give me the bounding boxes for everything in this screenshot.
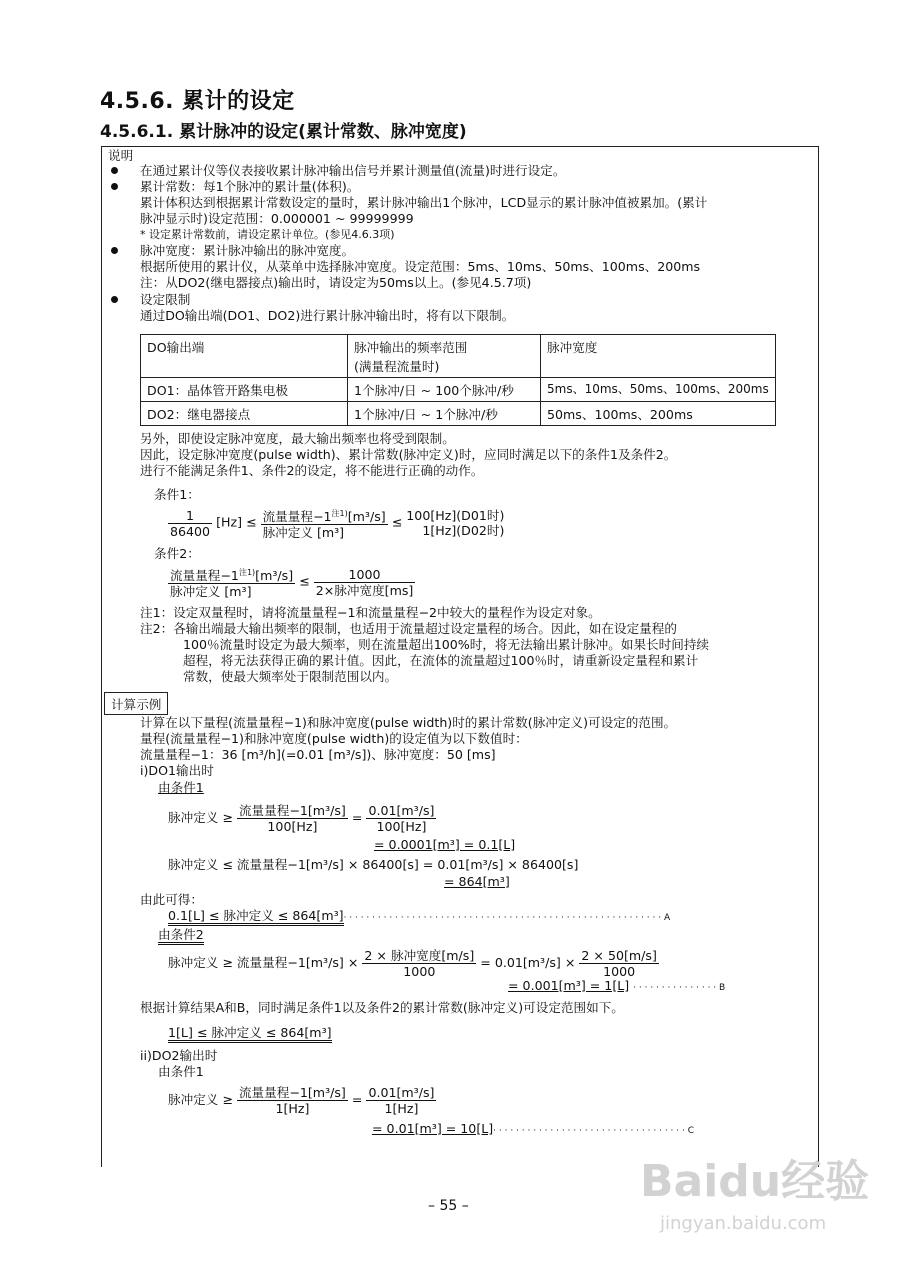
bullet-icon	[111, 296, 118, 303]
table-cell: DO2：继电器接点	[141, 402, 348, 426]
equation-4: 脉冲定义 ≥ $\frac{\text{流量量程−1[m³/s]}}{1[Hz]}$ = $\frac{\text{0.01[m³/s]}}{1[Hz]}$	[168, 1085, 435, 1116]
by-condition1-heading: 由条件1	[158, 780, 204, 795]
example-line: i)DO1输出时	[140, 763, 214, 778]
table-header-cell: 脉冲宽度	[541, 335, 776, 378]
table-cell: 5ms、10ms、50ms、100ms、200ms	[541, 378, 776, 402]
bullet-icon	[111, 247, 118, 254]
condition2-formula: $\frac{流量量程-1^{注1)}[m^3/s]}{\text{脉冲定义 [m³]}}$ ≤ $\frac{1000}{\text{2×脉冲宽度[ms]}}$	[170, 566, 414, 600]
table-cell: 50ms、100ms、200ms	[541, 402, 776, 426]
final-range: 1[L] ≤ 脉冲定义 ≤ 864[m³]	[168, 1025, 332, 1043]
intro-line: 累计体积达到根据累计常数设定的量时，累计脉冲输出1个脉冲，LCD显示的累计脉冲值被累加。(累计	[140, 195, 708, 210]
example-line: 流量量程−1：36 [m³/h](=0.01 [m³/s])、脉冲宽度：50 [ms]	[140, 747, 496, 762]
equation-1-result: = 0.0001[m³] = 0.1[L]	[374, 837, 516, 852]
equation-2: 脉冲定义 ≤ 流量量程−1[m³/s] × 86400[s] = 0.01[m³/s] × 86400[s]	[168, 857, 579, 872]
note-line: 常数，使最大频率处于限制范围以内。	[183, 669, 398, 684]
watermark-url: jingyan.baidu.com	[660, 1213, 827, 1234]
subsection-title: 4.5.6.1. 累计脉冲的设定(累计常数、脉冲宽度)	[100, 122, 467, 142]
condition1-formula: $\frac{1}{86400}$ [Hz] ≤ $\frac{流量量程-1^{注1)}[m^3/s]}{\text{脉冲定义 [m³]}}$ ≤ 100[Hz](D01时) 1[Hz](D02时)	[170, 507, 505, 541]
example-line: 量程(流量量程−1)和脉冲宽度(pulse width)的设定值为以下数值时：	[140, 731, 528, 746]
by-condition1b-heading: 由条件1	[158, 1064, 204, 1079]
bullet-icon	[111, 183, 118, 190]
watermark-logo: Baidu经验	[640, 1156, 870, 1207]
equation-3: 脉冲定义 ≥ 流量量程−1[m³/s] × $\frac{\text{2 × 脉冲宽度[m/s]}}{1000}$ = 0.01[m³/s] × $\frac{2 \times 50[m/s]}{1000}$	[168, 948, 657, 979]
example-line: 计算在以下量程(流量量程−1)和脉冲宽度(pulse width)时的累计常数(脉冲定义)可设定的范围。	[140, 715, 677, 730]
intro-line: 脉冲显示时)设定范围：0.000001 ~ 99999999	[140, 211, 414, 226]
table-row	[141, 402, 776, 426]
paragraph-line: 进行不能满足条件1、条件2的设定，将不能进行正确的动作。	[140, 463, 484, 478]
intro-line: 根据所使用的累计仪，从菜单中选择脉冲宽度。设定范围：5ms、10ms、50ms、100ms、200ms	[140, 259, 701, 274]
intro-line: 累计常数：每1个脉冲的累计量(体积)。	[140, 179, 360, 194]
range-a: 0.1[L] ≤ 脉冲定义 ≤ 864[m³]· · · · · · · · · · · · · · · · · · · · · · · · · · · · · · · · · · · · · · · · · · · · · · · · · · · · · · · · A	[168, 908, 670, 926]
condition1-label: 条件1：	[154, 487, 200, 502]
intro-label: 说明	[108, 148, 134, 163]
note-line: 超程，将无法获得正确的累计值。因此，在流体的流量超过100％时，请重新设定量程和累计	[183, 653, 699, 668]
table-row	[141, 378, 776, 402]
table-header-cell: 脉冲输出的频率范围 (满量程流量时)	[348, 335, 541, 378]
table-cell: 1个脉冲/日 ~ 100个脉冲/秒	[348, 378, 541, 402]
intro-line: 注：从DO2(继电器接点)输出时，请设定为50ms以上。(参见4.5.7项)	[140, 275, 532, 290]
paragraph-line: 另外，即使设定脉冲宽度，最大输出频率也将受到限制。	[140, 431, 455, 446]
note-line: 注2：各输出端最大输出频率的限制，也适用于流量超过设定量程的场合。因此，如在设定量程的	[140, 621, 677, 636]
equation-3-result: = 0.001[m³] = 1[L] · · · · · · · · · · · · · · · B	[508, 978, 726, 993]
table-header-row	[141, 335, 776, 378]
intro-line: 通过DO输出端(DO1、DO2)进行累计脉冲输出时，将有以下限制。	[140, 308, 515, 323]
note-line: 100％流量时设定为最大频率，则在流量超出100%时，将无法输出累计脉冲。如果长时间持续	[183, 637, 710, 652]
bullet-icon	[111, 167, 118, 174]
by-condition2-heading: 由条件2	[158, 927, 204, 945]
table-cell: DO1：晶体管开路集电极	[141, 378, 348, 402]
equation-1: 脉冲定义 ≥ $\frac{\text{流量量程−1[m³/s]}}{100[Hz]}$ = $\frac{\text{0.01[m³/s]}}{100[Hz]}$	[168, 803, 435, 834]
conclusion-line: 根据计算结果A和B，同时满足条件1以及条件2的累计常数(脉冲定义)可设定范围如下。	[140, 1000, 624, 1015]
equation-4-result: = 0.01[m³] = 10[L]· · · · · · · · · · · · · · · · · · · · · · · · · · · · · · · · · · C	[372, 1121, 694, 1136]
from-this-label: 由此可得：	[140, 892, 203, 907]
example-label: 计算示例	[104, 692, 168, 715]
section-title: 4.5.6. 累计的设定	[100, 89, 295, 114]
note-line: 注1：设定双量程时，请将流量量程−1和流量量程−2中较大的量程作为设定对象。	[140, 605, 601, 620]
condition2-label: 条件2：	[154, 546, 200, 561]
do2-heading: ii)DO2输出时	[140, 1048, 218, 1063]
do-limits-table	[140, 334, 776, 426]
intro-line: * 设定累计常数前，请设定累计单位。(参见4.6.3项)	[140, 228, 395, 241]
table-cell: 1个脉冲/日 ~ 1个脉冲/秒	[348, 402, 541, 426]
table-header-cell: DO输出端	[141, 335, 348, 378]
intro-line: 在通过累计仪等仪表接收累计脉冲输出信号并累计测量值(流量)时进行设定。	[140, 163, 566, 178]
intro-line: 脉冲宽度：累计脉冲输出的脉冲宽度。	[140, 243, 355, 258]
intro-line: 设定限制	[140, 292, 191, 307]
equation-2-result: = 864[m³]	[444, 874, 510, 889]
page-number: – 55 –	[428, 1198, 469, 1214]
paragraph-line: 因此，设定脉冲宽度(pulse width)、累计常数(脉冲定义)时，应同时满足以下的条件1及条件2。	[140, 447, 677, 462]
